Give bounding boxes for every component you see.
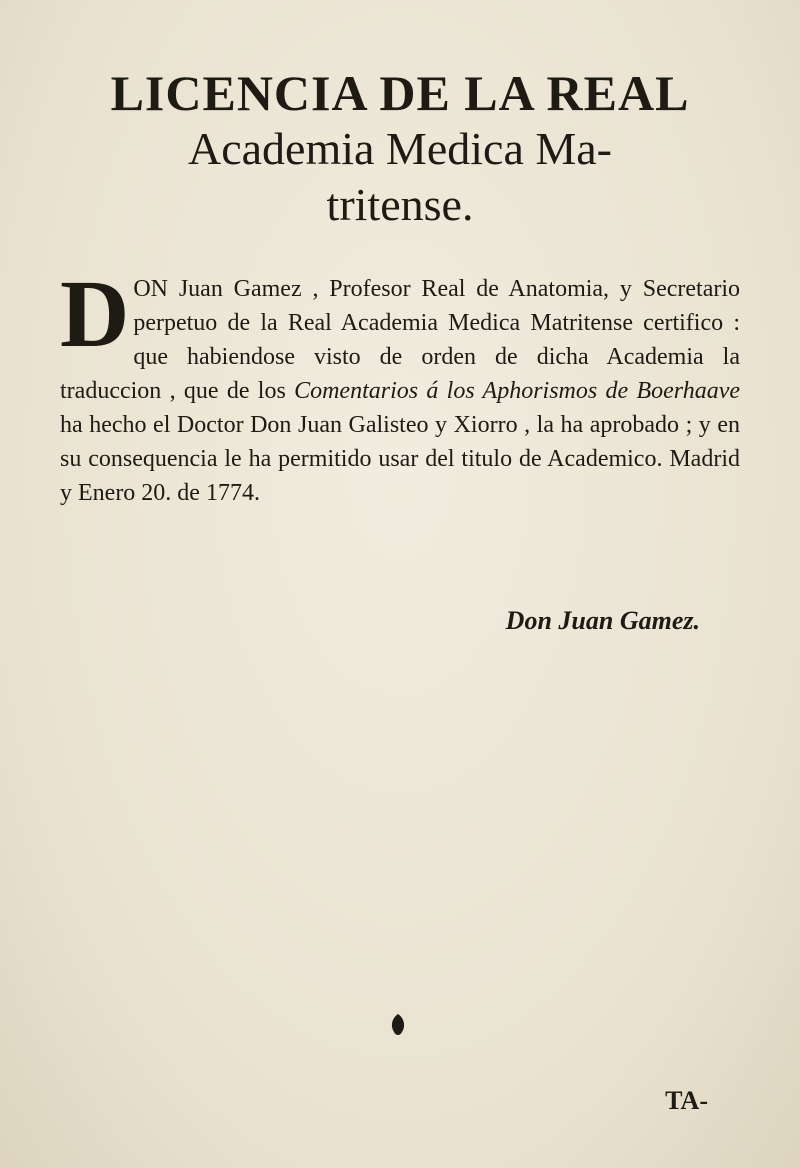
drop-cap: D <box>60 260 130 367</box>
text-part-2: ha hecho el Doctor Don Juan Galisteo y Xiorro , la ha aprobado ; y en su consequencia le ha permitido usar del titulo de Academico. Madrid y Enero 20. de 1774. <box>60 412 740 506</box>
book-title: Comentarios á los Aphorismos de Boerhaave <box>294 378 740 404</box>
catchword: TA- <box>665 1086 708 1115</box>
title-line-2: Academia Medica Ma- <box>187 123 613 174</box>
ink-ornament-icon <box>388 1012 408 1038</box>
certificate-text <box>60 260 740 510</box>
title-line-1: LICENCIA DE LA REAL <box>110 65 690 121</box>
title-line-3: tritense. <box>326 179 474 230</box>
text-part-1: ON Juan Gamez , Profesor Real de Anatomia, y Secretario perpetuo de la Real Academia Medica Matritense certifico : que habiendose visto de orden de dicha Academia la traduccion , que de los <box>60 276 740 404</box>
signature: Don Juan Gamez. <box>505 606 700 635</box>
